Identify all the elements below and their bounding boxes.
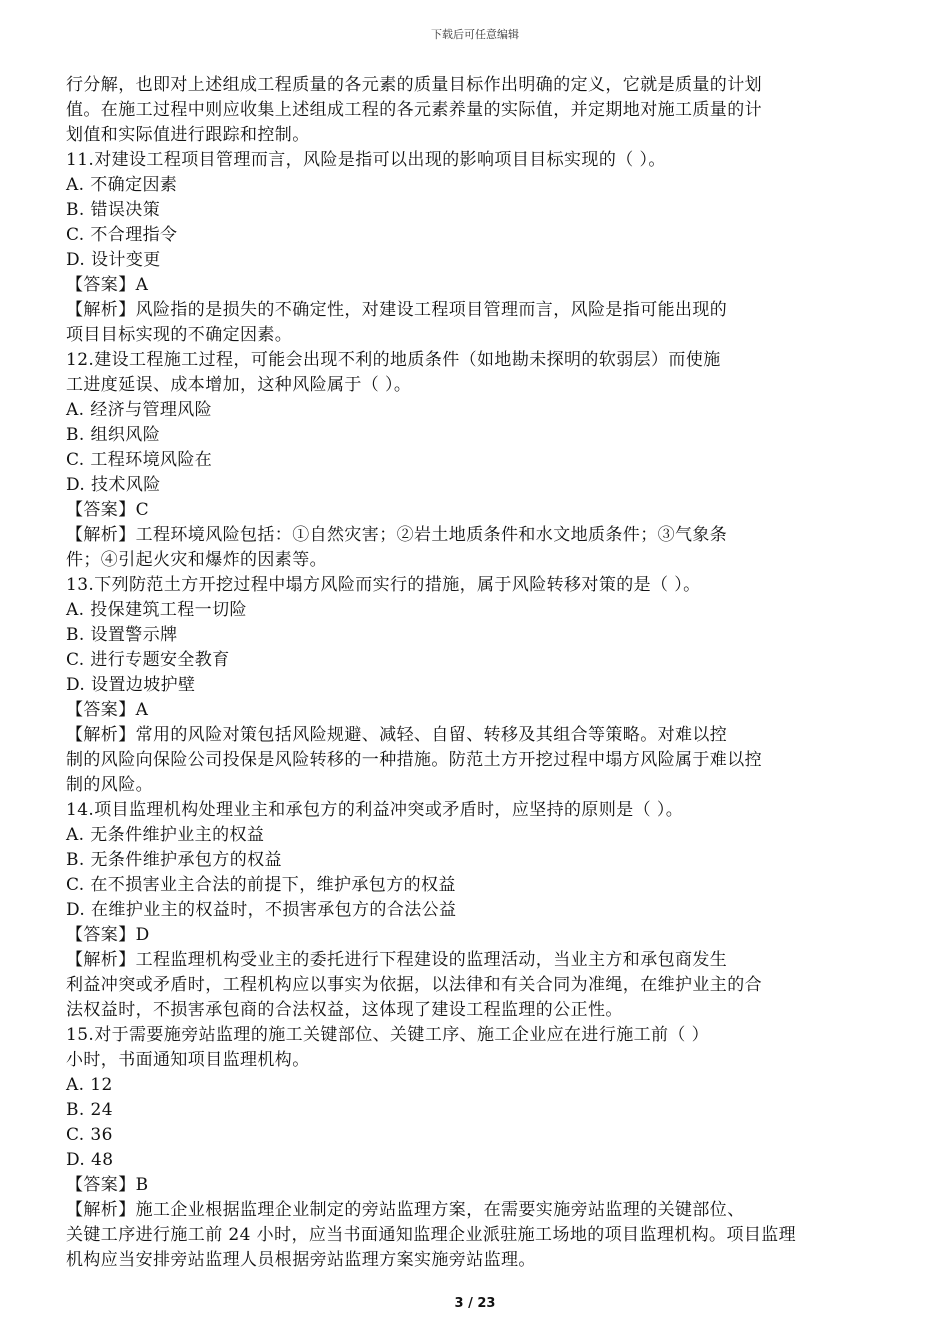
text-line: 【答案】C — [66, 500, 150, 520]
text-line: A. 无条件维护业主的权益 — [66, 825, 265, 845]
text-line: A. 12 — [66, 1075, 113, 1095]
text-line: A. 经济与管理风险 — [66, 400, 213, 420]
text-line: 利益冲突或矛盾时，工程机构应以事实为依据，以法律和有关合同为准绳，在维护业主的合 — [66, 975, 762, 995]
text-line: 【解析】工程监理机构受业主的委托进行下程建设的监理活动，当业主方和承包商发生 — [66, 950, 728, 970]
text-line: 【答案】D — [66, 925, 150, 945]
text-line: 件；④引起火灾和爆炸的因素等。 — [66, 550, 327, 570]
text-line: 项目目标实现的不确定因素。 — [66, 325, 293, 345]
text-line: B. 无条件维护承包方的权益 — [66, 850, 282, 870]
text-line: C. 在不损害业主合法的前提下，维护承包方的权益 — [66, 875, 456, 895]
text-line: 制的风险。 — [66, 775, 153, 795]
text-line: 工进度延误、成本增加，这种风险属于（ ）。 — [66, 375, 412, 395]
text-line: A. 投保建筑工程一切险 — [66, 600, 247, 620]
text-line: D. 在维护业主的权益时，不损害承包方的合法公益 — [66, 900, 457, 920]
text-line: B. 24 — [66, 1100, 113, 1120]
text-line: 行分解，也即对上述组成工程质量的各元素的质量目标作出明确的定义，它就是质量的计划 — [66, 75, 762, 95]
text-line: 【解析】风险指的是损失的不确定性，对建设工程项目管理而言，风险是指可能出现的 — [66, 300, 728, 320]
text-line: 小时，书面通知项目监理机构。 — [66, 1050, 310, 1070]
text-line: B. 错误决策 — [66, 200, 161, 220]
text-line: 【答案】A — [66, 700, 149, 720]
text-line: 【解析】施工企业根据监理企业制定的旁站监理方案，在需要实施旁站监理的关键部位、 — [66, 1200, 745, 1220]
text-line: D. 设置边坡护壁 — [66, 675, 196, 695]
text-line: 值。在施工过程中则应收集上述组成工程的各元素养量的实际值，并定期地对施工质量的计 — [66, 100, 762, 120]
text-line: C. 36 — [66, 1125, 113, 1145]
text-line: 15.对于需要施旁站监理的施工关键部位、关键工序、施工企业应在进行施工前（ ） — [66, 1025, 710, 1045]
text-line: 14.项目监理机构处理业主和承包方的利益冲突或矛盾时，应坚持的原则是（ ）。 — [66, 800, 684, 820]
text-line: A. 不确定因素 — [66, 175, 178, 195]
text-line: 法权益时，不损害承包商的合法权益，这体现了建设工程监理的公正性。 — [66, 1000, 623, 1020]
text-line: 12.建设工程施工过程，可能会出现不利的地质条件（如地勘未探明的软弱层）而使施 — [66, 350, 721, 370]
text-line: 【答案】B — [66, 1175, 149, 1195]
text-line: 关键工序进行施工前 24 小时，应当书面通知监理企业派驻施工场地的项目监理机构。项目监理 — [66, 1225, 797, 1245]
text-line: B. 设置警示牌 — [66, 625, 178, 645]
text-line: 划值和实际值进行跟踪和控制。 — [66, 125, 310, 145]
page-header: 下载后可任意编辑 — [431, 28, 519, 41]
text-line: 11.对建设工程项目管理而言，风险是指可以出现的影响项目目标实现的（ ）。 — [66, 150, 666, 170]
page-number: 3 / 23 — [454, 1296, 496, 1311]
text-line: C. 工程环境风险在 — [66, 450, 213, 470]
text-line: 【解析】常用的风险对策包括风险规避、减轻、自留、转移及其组合等策略。对难以控 — [66, 725, 728, 745]
text-line: B. 组织风险 — [66, 425, 161, 445]
text-line: C. 进行专题安全教育 — [66, 650, 230, 670]
text-line: C. 不合理指令 — [66, 225, 178, 245]
text-line: 机构应当安排旁站监理人员根据旁站监理方案实施旁站监理。 — [66, 1250, 536, 1270]
text-line: D. 技术风险 — [66, 475, 161, 495]
text-line: 【解析】工程环境风险包括：①自然灾害；②岩土地质条件和水文地质条件；③气象条 — [66, 525, 728, 545]
text-line: D. 设计变更 — [66, 250, 161, 270]
text-line: D. 48 — [66, 1150, 114, 1170]
text-line: 制的风险向保险公司投保是风险转移的一种措施。防范土方开挖过程中塌方风险属于难以控 — [66, 750, 762, 770]
document-body — [66, 73, 866, 1273]
text-line: 13.下列防范土方开挖过程中塌方风险而实行的措施，属于风险转移对策的是（ ）。 — [66, 575, 701, 595]
text-line: 【答案】A — [66, 275, 149, 295]
